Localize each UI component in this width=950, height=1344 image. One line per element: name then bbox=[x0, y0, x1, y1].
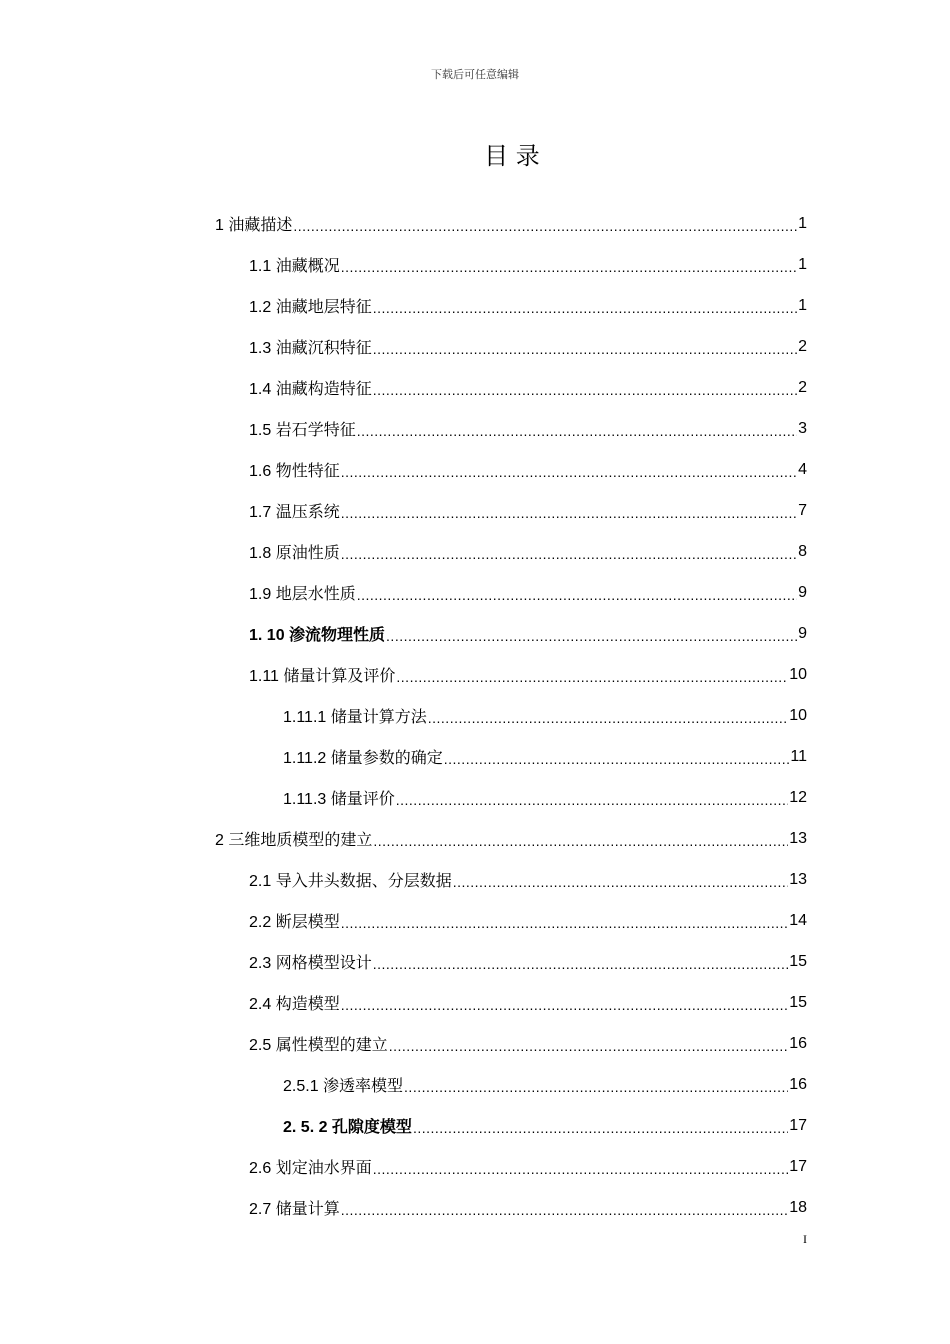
toc-entry-page: 9 bbox=[798, 583, 807, 601]
toc-leader-dots bbox=[373, 300, 797, 318]
toc-entry-page: 11 bbox=[790, 747, 807, 765]
toc-entry[interactable] bbox=[0, 244, 950, 285]
toc-entry-page: 3 bbox=[798, 419, 807, 437]
toc-entry[interactable] bbox=[0, 531, 950, 572]
toc-entry-page: 17 bbox=[789, 1157, 807, 1175]
toc-leader-dots bbox=[341, 915, 789, 933]
toc-entry-page: 15 bbox=[789, 993, 807, 1011]
toc-entry[interactable] bbox=[0, 736, 950, 777]
toc-entry-page: 2 bbox=[798, 378, 807, 396]
page-header: 下载后可任意编辑 bbox=[431, 68, 519, 81]
toc-entry-label: 2.1 导入井头数据、分层数据 bbox=[249, 873, 452, 890]
toc-entry-label: 1.3 油藏沉积特征 bbox=[249, 340, 372, 357]
toc-entry[interactable] bbox=[0, 1187, 950, 1228]
toc-entry-label: 1.5 岩石学特征 bbox=[249, 422, 356, 439]
toc-leader-dots bbox=[389, 1038, 789, 1056]
toc-entry-label: 2.2 断层模型 bbox=[249, 914, 340, 931]
toc-leader-dots bbox=[341, 997, 789, 1015]
toc-leader-dots bbox=[341, 1202, 789, 1220]
toc-entry[interactable] bbox=[0, 900, 950, 941]
toc-entry[interactable] bbox=[0, 777, 950, 818]
toc-entry-label: 1.11.2 储量参数的确定 bbox=[283, 750, 443, 767]
toc-entry[interactable] bbox=[0, 408, 950, 449]
toc-entry-page: 17 bbox=[789, 1116, 807, 1134]
toc-entry-page: 14 bbox=[789, 911, 807, 929]
toc-entry-page: 13 bbox=[789, 870, 807, 888]
toc-entry[interactable] bbox=[0, 490, 950, 531]
toc-entry-label: 1.8 原油性质 bbox=[249, 545, 340, 562]
toc-leader-dots bbox=[357, 423, 797, 441]
toc-entry-page: 7 bbox=[798, 501, 807, 519]
toc-leader-dots bbox=[373, 341, 797, 359]
page-number: I bbox=[803, 1232, 807, 1246]
toc-entry-label: 2.5 属性模型的建立 bbox=[249, 1037, 388, 1054]
toc-entry[interactable] bbox=[0, 859, 950, 900]
toc-entry-label: 2.6 划定油水界面 bbox=[249, 1160, 372, 1177]
toc-leader-dots bbox=[453, 874, 789, 892]
toc-leader-dots bbox=[404, 1079, 788, 1097]
toc-entry-label: 1.1 油藏概况 bbox=[249, 258, 340, 275]
toc-leader-dots bbox=[396, 669, 788, 687]
toc-entry[interactable] bbox=[0, 1105, 950, 1146]
toc-entry-page: 2 bbox=[798, 337, 807, 355]
toc-entry-page: 1 bbox=[798, 255, 807, 273]
toc-entry[interactable] bbox=[0, 326, 950, 367]
toc-entry-page: 10 bbox=[789, 665, 807, 683]
toc-entry[interactable] bbox=[0, 941, 950, 982]
toc-leader-dots bbox=[357, 587, 797, 605]
toc-leader-dots bbox=[293, 218, 797, 236]
toc-entry-page: 8 bbox=[798, 542, 807, 560]
toc-entry-page: 10 bbox=[789, 706, 807, 724]
toc-entry[interactable] bbox=[0, 449, 950, 490]
toc-leader-dots bbox=[444, 751, 790, 769]
toc-leader-dots bbox=[373, 1161, 789, 1179]
toc-entry-label: 1. 10 渗流物理性质 bbox=[249, 627, 386, 644]
toc-entry-label: 2 三维地质模型的建立 bbox=[215, 832, 373, 849]
toc-entry[interactable] bbox=[0, 1023, 950, 1064]
toc-entry-label: 1.2 油藏地层特征 bbox=[249, 299, 372, 316]
toc-entry[interactable] bbox=[0, 613, 950, 654]
toc-entry-label: 1.11.1 储量计算方法 bbox=[283, 709, 427, 726]
toc-entry-label: 1 油藏描述 bbox=[215, 217, 293, 234]
toc-entry-label: 2.3 网格模型设计 bbox=[249, 955, 372, 972]
toc-entry-page: 16 bbox=[789, 1075, 807, 1093]
toc-leader-dots bbox=[373, 956, 789, 974]
toc-leader-dots bbox=[341, 464, 797, 482]
toc-leader-dots bbox=[396, 792, 788, 810]
toc-entry-label: 1.9 地层水性质 bbox=[249, 586, 356, 603]
toc-entry[interactable] bbox=[0, 367, 950, 408]
toc-leader-dots bbox=[386, 628, 797, 646]
toc-entry-label: 2.7 储量计算 bbox=[249, 1201, 340, 1218]
toc-entry-label: 1.6 物性特征 bbox=[249, 463, 340, 480]
toc-entry-page: 9 bbox=[798, 624, 807, 642]
toc-title: 目 录 bbox=[484, 142, 540, 170]
toc-leader-dots bbox=[373, 833, 788, 851]
toc-entry-page: 12 bbox=[789, 788, 807, 806]
toc-leader-dots bbox=[413, 1120, 788, 1138]
toc-leader-dots bbox=[428, 710, 788, 728]
toc-entry-page: 1 bbox=[798, 214, 807, 232]
toc-leader-dots bbox=[341, 259, 797, 277]
toc-entry[interactable] bbox=[0, 695, 950, 736]
toc-entry[interactable] bbox=[0, 285, 950, 326]
toc-entry[interactable] bbox=[0, 572, 950, 613]
toc-entry-page: 16 bbox=[789, 1034, 807, 1052]
toc-entry-label: 1.4 油藏构造特征 bbox=[249, 381, 372, 398]
toc-entry[interactable] bbox=[0, 818, 950, 859]
toc-entry-page: 1 bbox=[798, 296, 807, 314]
toc-leader-dots bbox=[373, 382, 797, 400]
toc-entry-label: 2.4 构造模型 bbox=[249, 996, 340, 1013]
toc-entry[interactable] bbox=[0, 654, 950, 695]
toc-entry[interactable] bbox=[0, 1146, 950, 1187]
toc-entry-label: 1.7 温压系统 bbox=[249, 504, 340, 521]
toc-entry-label: 2.5.1 渗透率模型 bbox=[283, 1078, 404, 1095]
toc-entry-page: 13 bbox=[789, 829, 807, 847]
toc-leader-dots bbox=[341, 505, 797, 523]
toc-entry-page: 18 bbox=[789, 1198, 807, 1216]
toc-entry-label: 2. 5. 2 孔隙度模型 bbox=[283, 1119, 412, 1136]
toc-entry-label: 1.11 储量计算及评价 bbox=[249, 668, 396, 685]
toc-entry[interactable] bbox=[0, 982, 950, 1023]
toc-entry[interactable] bbox=[0, 203, 950, 244]
table-of-contents bbox=[0, 203, 950, 1228]
toc-leader-dots bbox=[341, 546, 797, 564]
toc-entry-page: 15 bbox=[789, 952, 807, 970]
toc-entry[interactable] bbox=[0, 1064, 950, 1105]
toc-entry-label: 1.11.3 储量评价 bbox=[283, 791, 395, 808]
toc-entry-page: 4 bbox=[798, 460, 807, 478]
